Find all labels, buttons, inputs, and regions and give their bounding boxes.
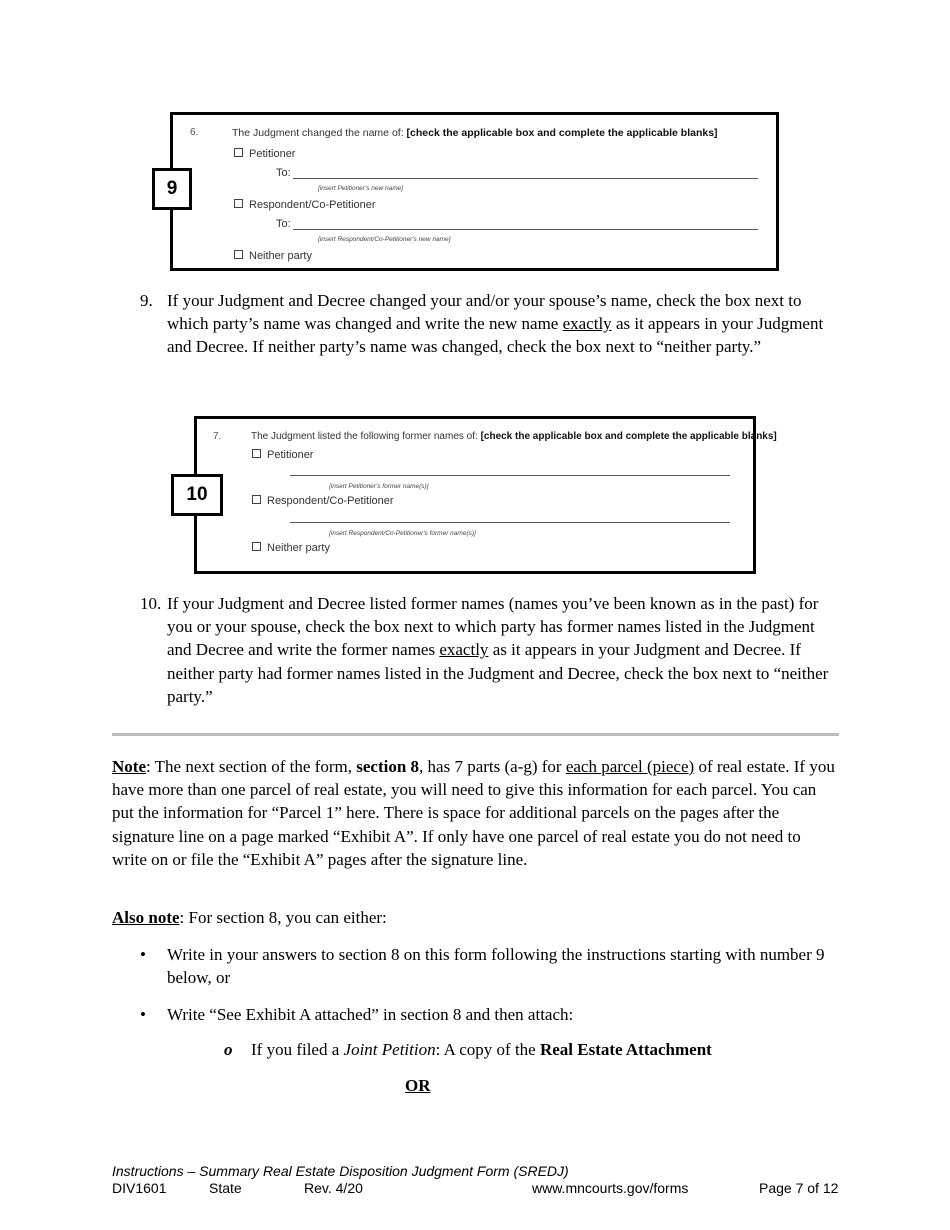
blank-line — [293, 178, 758, 179]
blank-line — [290, 522, 730, 523]
instruction-number: 9. — [140, 291, 153, 310]
hint-text: [insert Petitioner's new name] — [318, 185, 404, 192]
note-paragraph: Note: The next section of the form, section 8, has 7 parts (a-g) for each parcel (piece) of real estate. If you have more than one parcel of real estate, you will need to give this information for each parcel. You can put the information for “Parcel 1” here. There is space for additional parcels on the pages after the signature line on a page marked “Exhibit A”. If only have one parcel of real estate you do not need to write on or file the “Exhibit A” pages after the signature line. — [112, 757, 835, 869]
form-item-title: The Judgment changed the name of: [check the applicable box and complete the applicable blanks] — [232, 127, 718, 139]
option-neither-party: Neither party — [234, 250, 312, 262]
form-excerpt-name-change — [170, 112, 779, 271]
sub-item-joint-petition: o If you filed a Joint Petition: A copy of the Real Estate Attachment — [224, 1040, 712, 1059]
step-tag-9: 9 — [152, 168, 192, 210]
instruction-text: If your Judgment and Decree changed your and/or your spouse’s name, check the box next to which party’s name was changed and write the new name exactly as it appears in your Judgment and Decree. If neither party’s name was changed, check the box next to “neither party.” — [167, 291, 824, 357]
checkbox-icon — [234, 148, 243, 157]
to-label: To: — [276, 167, 291, 179]
checkbox-icon — [234, 199, 243, 208]
also-note-label: Also note — [112, 908, 180, 927]
hint-text: [insert Petitioner's former name(s)] — [329, 483, 429, 490]
footer-jurisdiction: State — [209, 1180, 242, 1196]
form-item-number: 6. — [190, 127, 199, 138]
to-label: To: — [276, 218, 291, 230]
bullet-icon: • — [140, 1005, 146, 1024]
bullet-text: Write “See Exhibit A attached” in section 8 and then attach: — [167, 1005, 574, 1024]
bullet-text: Write in your answers to section 8 on this form following the instructions starting with number 9 below, or — [167, 945, 825, 988]
form-item-title: The Judgment listed the following former names of: [check the applicable box and complete the applicable blanks] — [251, 431, 777, 442]
form-item-number: 7. — [213, 431, 222, 442]
instruction-10 — [140, 592, 840, 710]
option-respondent: Respondent/Co-Petitioner — [234, 199, 376, 211]
option-petitioner: Petitioner — [252, 449, 313, 461]
step-tag-10: 10 — [171, 474, 223, 516]
hint-text: [insert Respondent/Co-Petitioner's former name(s)] — [329, 530, 476, 537]
checkbox-icon — [234, 250, 243, 259]
also-note-paragraph: Also note: For section 8, you can either: — [112, 908, 387, 927]
footer-page-number: Page 7 of 12 — [759, 1180, 839, 1196]
footer-revision: Rev. 4/20 — [304, 1180, 363, 1196]
checkbox-icon — [252, 542, 261, 551]
option-petitioner: Petitioner — [234, 148, 295, 160]
or-separator: OR — [405, 1076, 431, 1095]
footer-form-code: DIV1601 — [112, 1180, 167, 1196]
instruction-number: 10. — [140, 594, 162, 613]
bullet-icon: • — [140, 945, 146, 964]
form-excerpt-former-names — [194, 416, 777, 574]
sub-bullet-icon: o — [224, 1040, 233, 1059]
hint-text: [insert Respondent/Co-Petitioner's new name] — [318, 236, 451, 243]
option-neither-party: Neither party — [252, 542, 330, 554]
blank-line — [293, 229, 758, 230]
option-respondent: Respondent/Co-Petitioner — [252, 495, 394, 507]
instruction-9 — [140, 289, 840, 384]
footer-title: Instructions – Summary Real Estate Disposition Judgment Form (SREDJ) — [112, 1163, 569, 1179]
checkbox-icon — [252, 449, 261, 458]
footer-url: www.mncourts.gov/forms — [532, 1180, 689, 1196]
blank-line — [290, 475, 730, 476]
checkbox-icon — [252, 495, 261, 504]
instruction-text: If your Judgment and Decree listed former names (names you’ve been known as in the past) for you or your spouse, check the box next to which party has former names listed in the Judgment and Decree and write the former names exactly as it appears in your Judgment and Decree. If neither party had former names listed in the Judgment and Decree, check the box next to “neither party.” — [167, 594, 829, 706]
note-label: Note — [112, 757, 146, 776]
section-divider — [112, 733, 839, 736]
